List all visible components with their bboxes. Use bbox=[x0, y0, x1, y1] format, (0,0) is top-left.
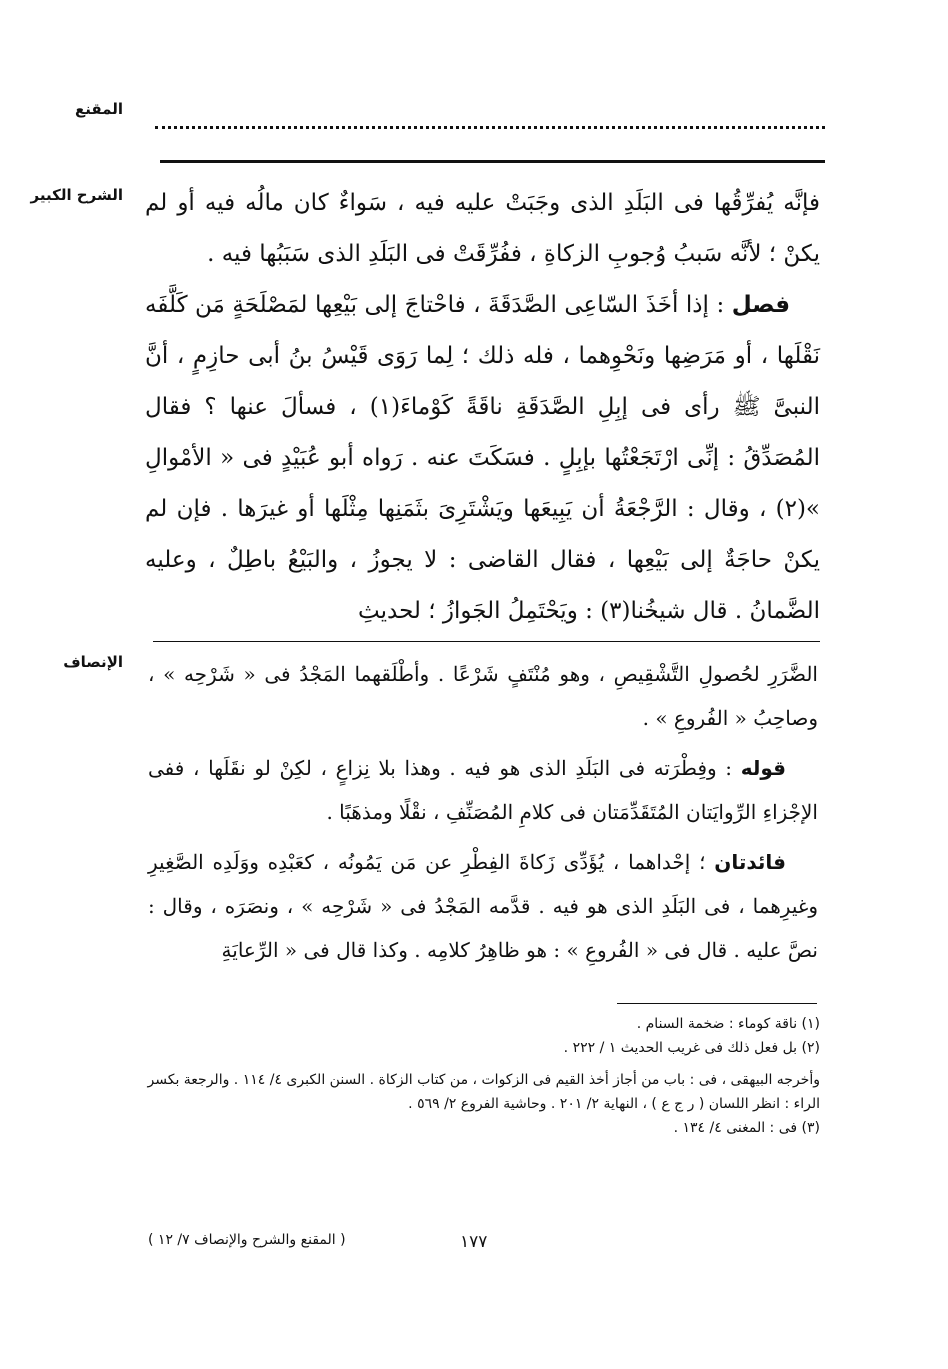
fasl-text: : إذا أخَذَ السّاعِى الصَّدَقَةَ ، فاحْتاجَ إلى بَيْعِها لمَصْلَحَةٍ مَن كَلَّفَه نَقْلَها ، أو مَرَضِها ونَحْوِهما ، فله ذلك ؛ لِما رَوَى قَيْسُ بنُ أبى حازِمٍ ، أنَّ النبىَّ ﷺ رأى فى إبِلِ الصَّدَقَةِ ناقَةً كَوْماءَ(١) ، فسألَ عنها ؟ فقال المُصَدِّقُ : إنِّى ارْتَجَعْتُها بإبِلٍ . فسَكَتَ عنه . رَواه أبو عُبَيْدٍ فى « الأمْوالِ »(٢) ، وقال : الرَّجْعَةُ أن يَبِيعَها ويَشْتَرِىَ بثَمَنِها مِثْلَها أو غيرَها . فإن لم يكنْ حاجَةٌ إلى بَيْعِها ، فقال القاضى : لا يجوزُ ، والبَيْعُ باطِلٌ ، وعليه الضَّمانُ . قال شيخُنا(٣) : ويَحْتَمِلُ الجَوازُ ؛ لحديثِ bbox=[145, 292, 820, 624]
insaf-text bbox=[148, 652, 818, 978]
sharh-paragraph-2 bbox=[145, 280, 820, 637]
insaf-paragraph-3 bbox=[148, 840, 818, 972]
sharh-paragraph-1: فإنَّه يُفرِّقُها فى البَلَدِ الذى وجَبَتْ عليه فيه ، سَواءٌ كان مالُه فيه أو لم يكنْ ؛ لأنَّه سَببُ وُجوبِ الزكاةِ ، ففُرِّقَتْ فى البَلَدِ الذى سَبَبُها فيه . bbox=[145, 190, 820, 267]
faidatan-heading: فائدتان bbox=[714, 850, 787, 874]
muqni-margin-label: المقنع bbox=[75, 100, 123, 118]
qawluhu-text: : وفِطْرَته فى البَلَدِ الذى هو فيه . وهذا بلا نِزاعٍ ، لكِنْ لو نقَلَها ، ففى الإجْزاءِ الرِّوايَتان المُتَقَدِّمَتان فى كلامِ المُصَنِّفِ ، نقْلًا ومذهَبًا . bbox=[148, 756, 818, 824]
page-number: ١٧٧ bbox=[460, 1232, 488, 1252]
insaf-paragraph-2 bbox=[148, 746, 818, 834]
footnote-2-continued: وأخرجه البيهقى ، فى : باب من أجاز أخذ القيم فى الزكوات ، من كتاب الزكاة . السنن الكبرى ٤/ ١١٤ . والرجعة بكسر الراء : انظر اللسان ( ر ج ع ) ، النهاية ٢/ ٢٠١ . وحاشية الفروع ٢/ ٥٦٩ . bbox=[147, 1072, 820, 1112]
sharh-text bbox=[145, 178, 820, 637]
fasl-heading: فصل bbox=[731, 292, 791, 318]
top-rule bbox=[160, 160, 825, 163]
footnote-1: (١) ناقة كوماء : ضخمة السنام . bbox=[636, 1016, 820, 1032]
footnote-3: (٣) فى : المغنى ٤/ ١٣٤ . bbox=[673, 1120, 820, 1136]
faidatan-text: ؛ إحْداهما ، يُؤَدِّى زَكاةَ الفِطْرِ عن مَن يَمُونُه ، كعَبْدِه ووَلَدِه الصَّغِيرِ وغيرِهما ، فى البَلَدِ الذى هو فيه . قدَّمه المَجْدُ فى « شَرْحِه » ، ونصَرَه ، وقال : نصَّ عليه . قال فى « الفُروعِ » : هو ظاهِرُ كلامِه . وكذا قال فى « الرِّعايَةِ bbox=[148, 850, 818, 962]
insaf-margin-label: الإنصاف bbox=[63, 653, 123, 671]
insaf-paragraph-1: الضَّرَرِ لحُصولِ التَّشْقِيصِ ، وهو مُنْتَفٍ شَرْعًا . وأطْلَقهما المَجْدُ فى « شَرْحِه » ، وصاحِبُ « الفُروعِ » . bbox=[148, 662, 818, 730]
section-divider bbox=[153, 641, 820, 642]
footnote-rule bbox=[617, 1003, 817, 1004]
footnotes bbox=[140, 1012, 820, 1140]
qawluhu-heading: قوله bbox=[740, 756, 786, 780]
footnote-2: (٢) بل فعل ذلك فى غريب الحديث ١ / ٢٢٢ . bbox=[563, 1040, 820, 1056]
sharh-margin-label: الشرح الكبير bbox=[30, 186, 123, 204]
footnote-gap bbox=[140, 1060, 820, 1068]
footer-title: ( المقنع والشرح والإنصاف ٧/ ١٢ ) bbox=[148, 1232, 346, 1248]
dotted-separator bbox=[155, 112, 825, 129]
